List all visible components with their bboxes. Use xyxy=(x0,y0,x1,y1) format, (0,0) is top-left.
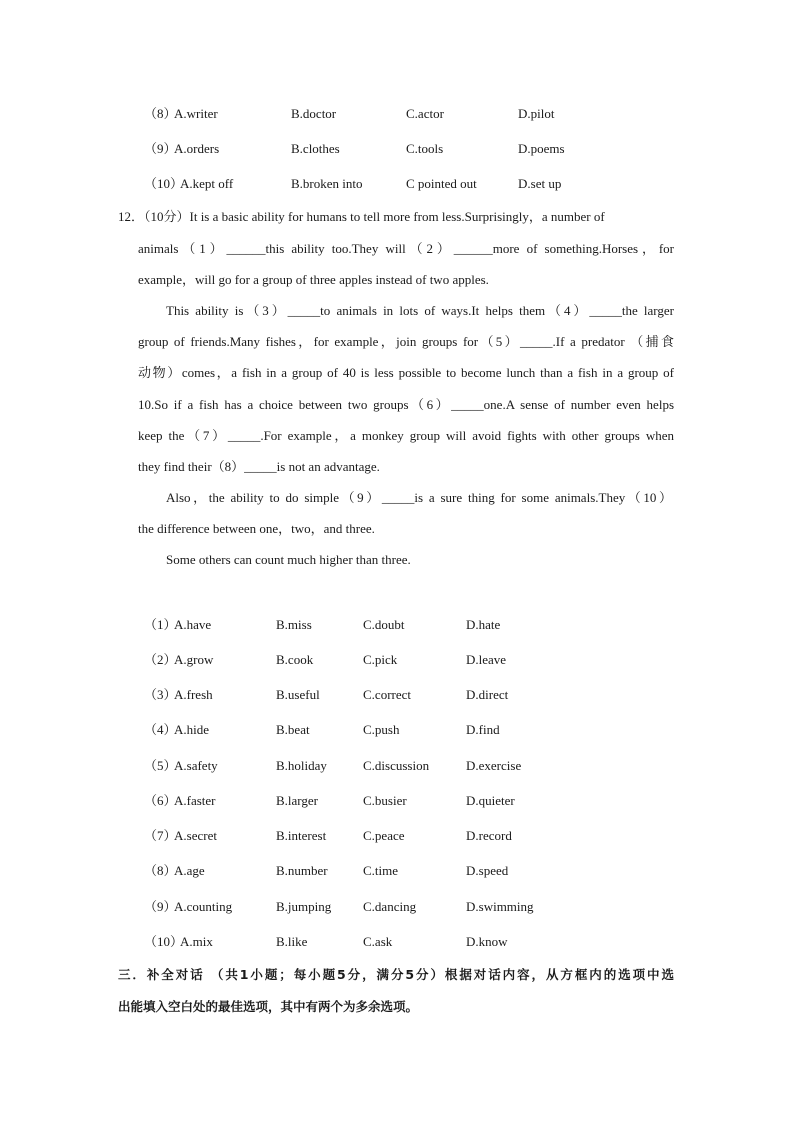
passage-line: Some others can count much higher than three. xyxy=(166,552,411,567)
option-d: D.direct xyxy=(466,687,509,702)
option-b: B.cook xyxy=(276,652,314,667)
option-c: C.pick xyxy=(363,652,398,667)
option-d: D.hate xyxy=(466,617,501,632)
option-a: A.have xyxy=(174,617,212,632)
option-number: （2） xyxy=(144,652,177,667)
option-b: B.holiday xyxy=(276,758,327,773)
option-c: C.time xyxy=(363,863,399,878)
option-b: B.jumping xyxy=(276,899,332,914)
option-number: （9） xyxy=(144,141,177,156)
passage-line: 动物）comes，a fish in a group of 40 is less possible to become lunch than a fish in a group of xyxy=(138,365,674,380)
option-d: D.exercise xyxy=(466,758,522,773)
option-c: C pointed out xyxy=(406,176,477,191)
option-number: （8） xyxy=(144,863,177,878)
option-b: B.like xyxy=(276,934,308,949)
passage-line: animals（1）______this ability too.They will（2）______more of something.Horses，for xyxy=(138,241,674,256)
passage-line: keep the（7）_____.For example，a monkey group will avoid fights with other groups when xyxy=(138,428,674,443)
option-d: D.find xyxy=(466,722,500,737)
option-d: D.leave xyxy=(466,652,507,667)
option-d: D.speed xyxy=(466,863,509,878)
option-d: D.record xyxy=(466,828,512,843)
option-number: （9） xyxy=(144,899,177,914)
option-c: C.ask xyxy=(363,934,393,949)
option-number: （1） xyxy=(144,617,177,632)
option-number: （4） xyxy=(144,722,177,737)
option-b: B.larger xyxy=(276,793,318,808)
option-b: B.miss xyxy=(276,617,312,632)
option-d: D.poems xyxy=(518,141,565,156)
option-b: B.broken into xyxy=(291,176,363,191)
option-c: C.busier xyxy=(363,793,407,808)
option-a: A.counting xyxy=(174,899,233,914)
option-b: B.useful xyxy=(276,687,320,702)
option-a: A.mix xyxy=(180,934,213,949)
section-3-heading-line-1: 三．补全对话 （共1小题；每小题5分，满分5分）根据对话内容，从方框内的选项中选 xyxy=(118,967,674,982)
passage-line: the difference between one，two，and three. xyxy=(138,521,375,536)
passage-line: This ability is（3）_____to animals in lots of ways.It helps them（4）_____the larger xyxy=(166,303,674,318)
option-c: C.push xyxy=(363,722,400,737)
option-a: A.orders xyxy=(174,141,220,156)
option-c: C.dancing xyxy=(363,899,417,914)
option-a: A.safety xyxy=(174,758,218,773)
option-d: D.pilot xyxy=(518,106,555,121)
option-b: B.interest xyxy=(276,828,327,843)
option-d: D.swimming xyxy=(466,899,534,914)
passage-line: they find their（8）_____is not an advantage. xyxy=(138,459,380,474)
passage-line: group of friends.Many fishes，for example，join groups for（5）_____.If a predator （捕食 xyxy=(138,334,674,349)
option-d: D.set up xyxy=(518,176,562,191)
passage-line: 12．（10分）It is a basic ability for humans to tell more from less.Surprisingly，a number of xyxy=(118,209,605,224)
option-c: C.actor xyxy=(406,106,444,121)
option-a: A.age xyxy=(174,863,205,878)
option-number: （10） xyxy=(144,934,184,949)
option-c: C.discussion xyxy=(363,758,430,773)
option-a: A.faster xyxy=(174,793,216,808)
option-a: A.kept off xyxy=(180,176,234,191)
option-number: （5） xyxy=(144,758,177,773)
option-a: A.fresh xyxy=(174,687,213,702)
option-c: C.peace xyxy=(363,828,405,843)
option-d: D.quieter xyxy=(466,793,515,808)
option-b: B.beat xyxy=(276,722,310,737)
option-c: C.tools xyxy=(406,141,444,156)
option-number: （3） xyxy=(144,687,177,702)
option-number: （10） xyxy=(144,176,184,191)
option-b: B.clothes xyxy=(291,141,340,156)
option-b: B.doctor xyxy=(291,106,337,121)
section-3-heading-line-2: 出能填入空白处的最佳选项，其中有两个为多余选项。 xyxy=(118,999,419,1014)
option-b: B.number xyxy=(276,863,328,878)
passage-line: example，will go for a group of three apples instead of two apples. xyxy=(138,272,489,287)
option-c: C.correct xyxy=(363,687,412,702)
option-a: A.writer xyxy=(174,106,218,121)
option-number: （6） xyxy=(144,793,177,808)
option-a: A.hide xyxy=(174,722,210,737)
option-c: C.doubt xyxy=(363,617,405,632)
option-number: （7） xyxy=(144,828,177,843)
passage-line: Also，the ability to do simple（9）_____is a sure thing for some animals.They（10） xyxy=(166,490,672,505)
option-number: （8） xyxy=(144,106,177,121)
passage-line: 10.So if a fish has a choice between two groups（6）_____one.A sense of number even helps xyxy=(138,397,674,412)
option-a: A.grow xyxy=(174,652,214,667)
option-a: A.secret xyxy=(174,828,217,843)
option-d: D.know xyxy=(466,934,508,949)
